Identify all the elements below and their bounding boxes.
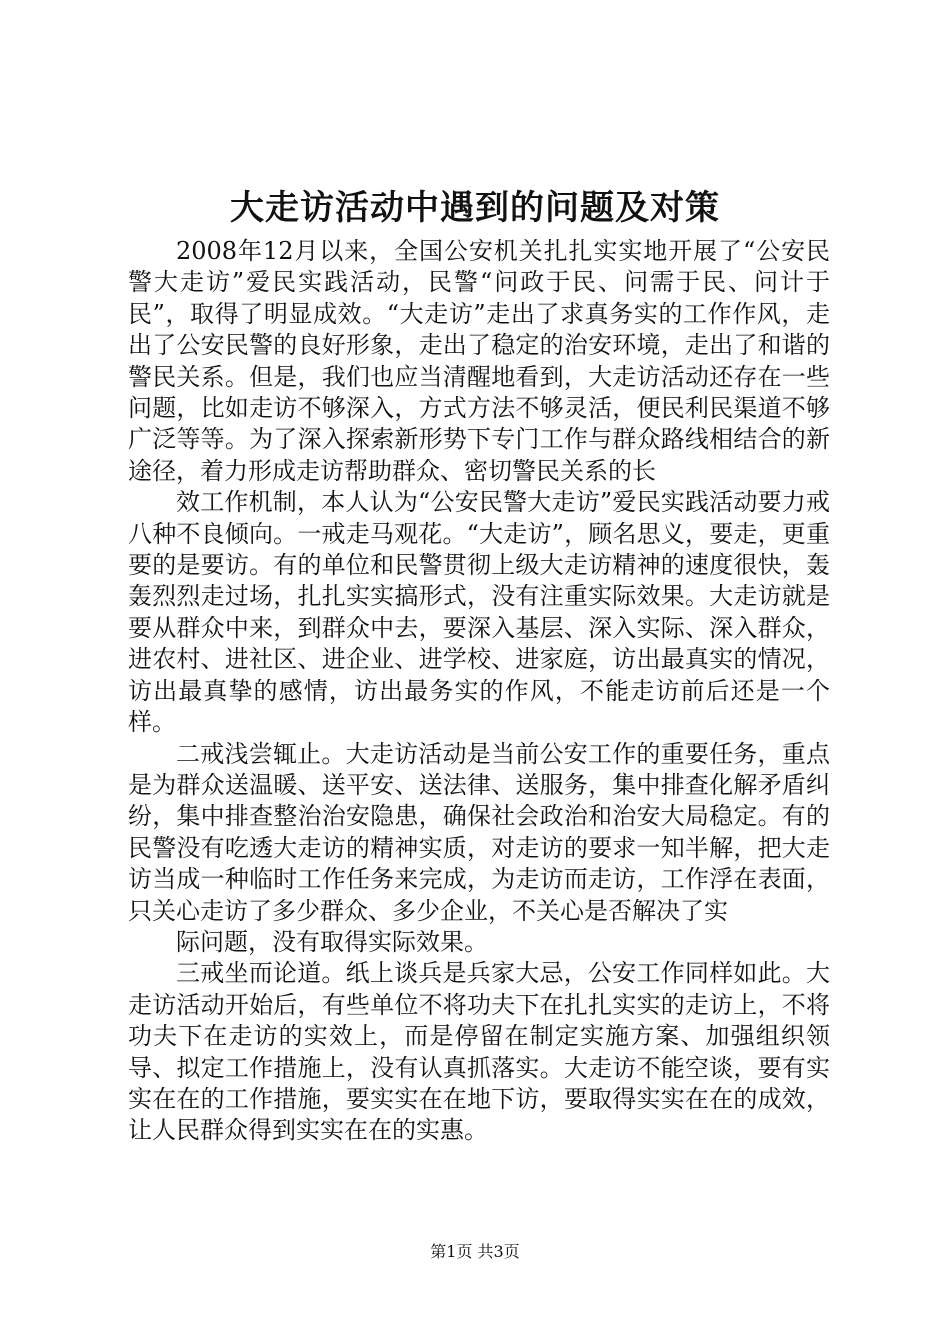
paragraph: 二戒浅尝辄止。大走访活动是当前公安工作的重要任务，重点是为群众送温暖、送平安、送法律、送服务，集中排查化解矛盾纠纷，集中排查整治治安隐患，确保社会政治和治安大局稳定。有的民警没有吃透大走访的精神实质，对走访的要求一知半解，把大走访当成一种临时工作任务来完成，为走访而走访，工作浮在表面，只关心走访了多少群众、多少企业，不关心是否解决了实 [128, 739, 830, 925]
document-title: 大走访活动中遇到的问题及对策 [230, 188, 720, 228]
document-body [128, 236, 830, 1147]
paragraph: 三戒坐而论道。纸上谈兵是兵家大忌，公安工作同样如此。大走访活动开始后，有些单位不将功夫下在扎扎实实的走访上，不将功夫下在走访的实效上，而是停留在制定实施方案、加强组织领导、拟定工作措施上，没有认真抓落实。大走访不能空谈，要有实实在在的工作措施，要实实在在地下访，要取得实实在在的成效，让人民群众得到实实在在的实惠。 [128, 959, 830, 1145]
paragraph: 效工作机制，本人认为“公安民警大走访”爱民实践活动要力戒八种不良倾向。一戒走马观花。“大走访”，顾名思义，要走，更重要的是要访。有的单位和民警贯彻上级大走访精神的速度很快，轰轰烈烈走过场，扎扎实实搞形式，没有注重实际效果。大走访就是要从群众中来，到群众中去，要深入基层、深入实际、深入群众，进农村、进社区、进企业、进学校、进家庭，访出最真实的情况，访出最真挚的感情，访出最务实的作风，不能走访前后还是一个样。 [128, 488, 830, 737]
paragraph: 2008年12月以来，全国公安机关扎扎实实地开展了“公安民警大走访”爱民实践活动，民警“问政于民、问需于民、问计于民”，取得了明显成效。“大走访”走出了求真务实的工作作风，走出了公安民警的良好形象，走出了稳定的治安环境，走出了和谐的警民关系。但是，我们也应当清醒地看到，大走访活动还存在一些问题，比如走访不够深入，方式方法不够灵活，便民利民渠道不够广泛等等。为了深入探索新形势下专门工作与群众路线相结合的新途径，着力形成走访帮助群众、密切警民关系的长 [128, 237, 830, 485]
paragraph: 际问题，没有取得实际效果。 [176, 927, 488, 956]
page-footer: 第1页 共3页 [430, 1242, 520, 1261]
